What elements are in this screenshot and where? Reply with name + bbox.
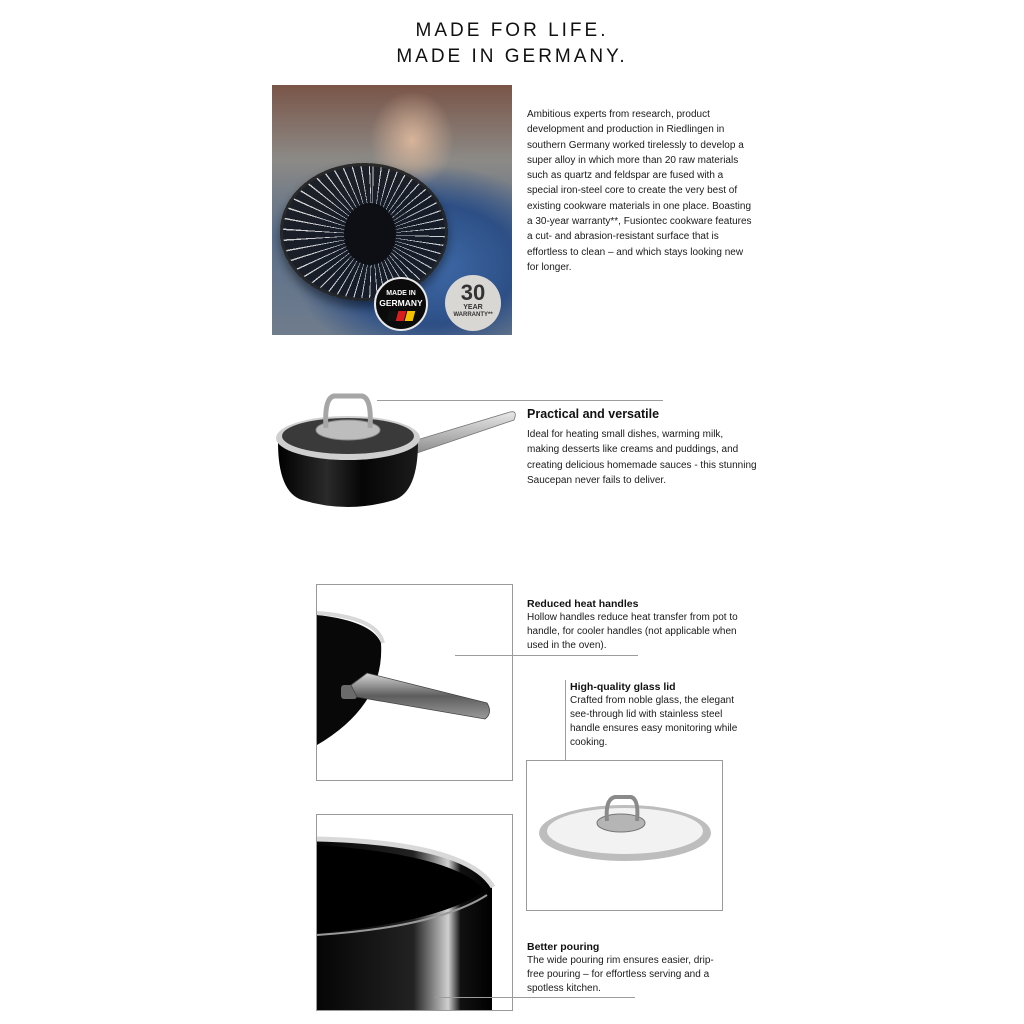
- feature-title-lid: High-quality glass lid: [570, 681, 676, 693]
- pan-base-label: [344, 203, 396, 265]
- handle-illustration: [317, 585, 513, 781]
- pouring-pointer-line: [435, 997, 635, 998]
- lid-detail-frame: [526, 760, 723, 911]
- craftsman-photo: [272, 85, 512, 335]
- saucepan-illustration: [272, 392, 518, 512]
- intro-paragraph: Ambitious experts from research, product development and production in Riedlingen in southern Germany worked tirelessly to develop a super alloy in which more than 20 raw materials such as quartz and feldspar are fused with a special iron-steel core to create the very best of existing cookware materials in one place. Boasting a 30-year warranty**, Fusiontec cookware features a cut- and abrasion-resistant surface that is effortless to clean – and which stays looking new for longer.: [527, 109, 752, 273]
- feature-title-pouring: Better pouring: [527, 941, 600, 953]
- handle-detail-frame: [316, 584, 513, 781]
- pouring-rim-illustration: [317, 815, 513, 1011]
- headline-line-1: MADE FOR LIFE.: [415, 20, 609, 41]
- saucepan-image: [272, 392, 518, 512]
- feature-text-pouring: The wide pouring rim ensures easier, drip-free pouring – for effortless serving and a spotless kitchen.: [527, 955, 714, 994]
- made-in-germany-badge: MADE IN GERMANY: [374, 277, 428, 331]
- saucepan-title: Practical and versatile: [527, 407, 660, 421]
- german-flag-icon: [387, 311, 416, 321]
- glass-lid-illustration: [527, 761, 723, 911]
- feature-text-handles: Hollow handles reduce heat transfer from pot to handle, for cooler handles (not applicable when used in the oven).: [527, 612, 738, 651]
- page-headline: [0, 18, 1024, 70]
- handle-pointer-line: [455, 655, 638, 656]
- warranty-badge: 30 YEAR WARRANTY**: [445, 275, 501, 331]
- feature-title-handles: Reduced heat handles: [527, 598, 639, 610]
- headline-line-2: MADE IN GERMANY.: [396, 46, 628, 67]
- saucepan-divider: [377, 400, 663, 401]
- saucepan-description: Ideal for heating small dishes, warming milk, making desserts like creams and puddings, and creating delicious homemade sauces - this stunning Saucepan never fails to deliver.: [527, 429, 757, 486]
- pouring-rim-frame: [316, 814, 513, 1011]
- feature-text-lid: Crafted from noble glass, the elegant see-through lid with stainless steel handle ensures easy monitoring while cooking.: [570, 695, 738, 748]
